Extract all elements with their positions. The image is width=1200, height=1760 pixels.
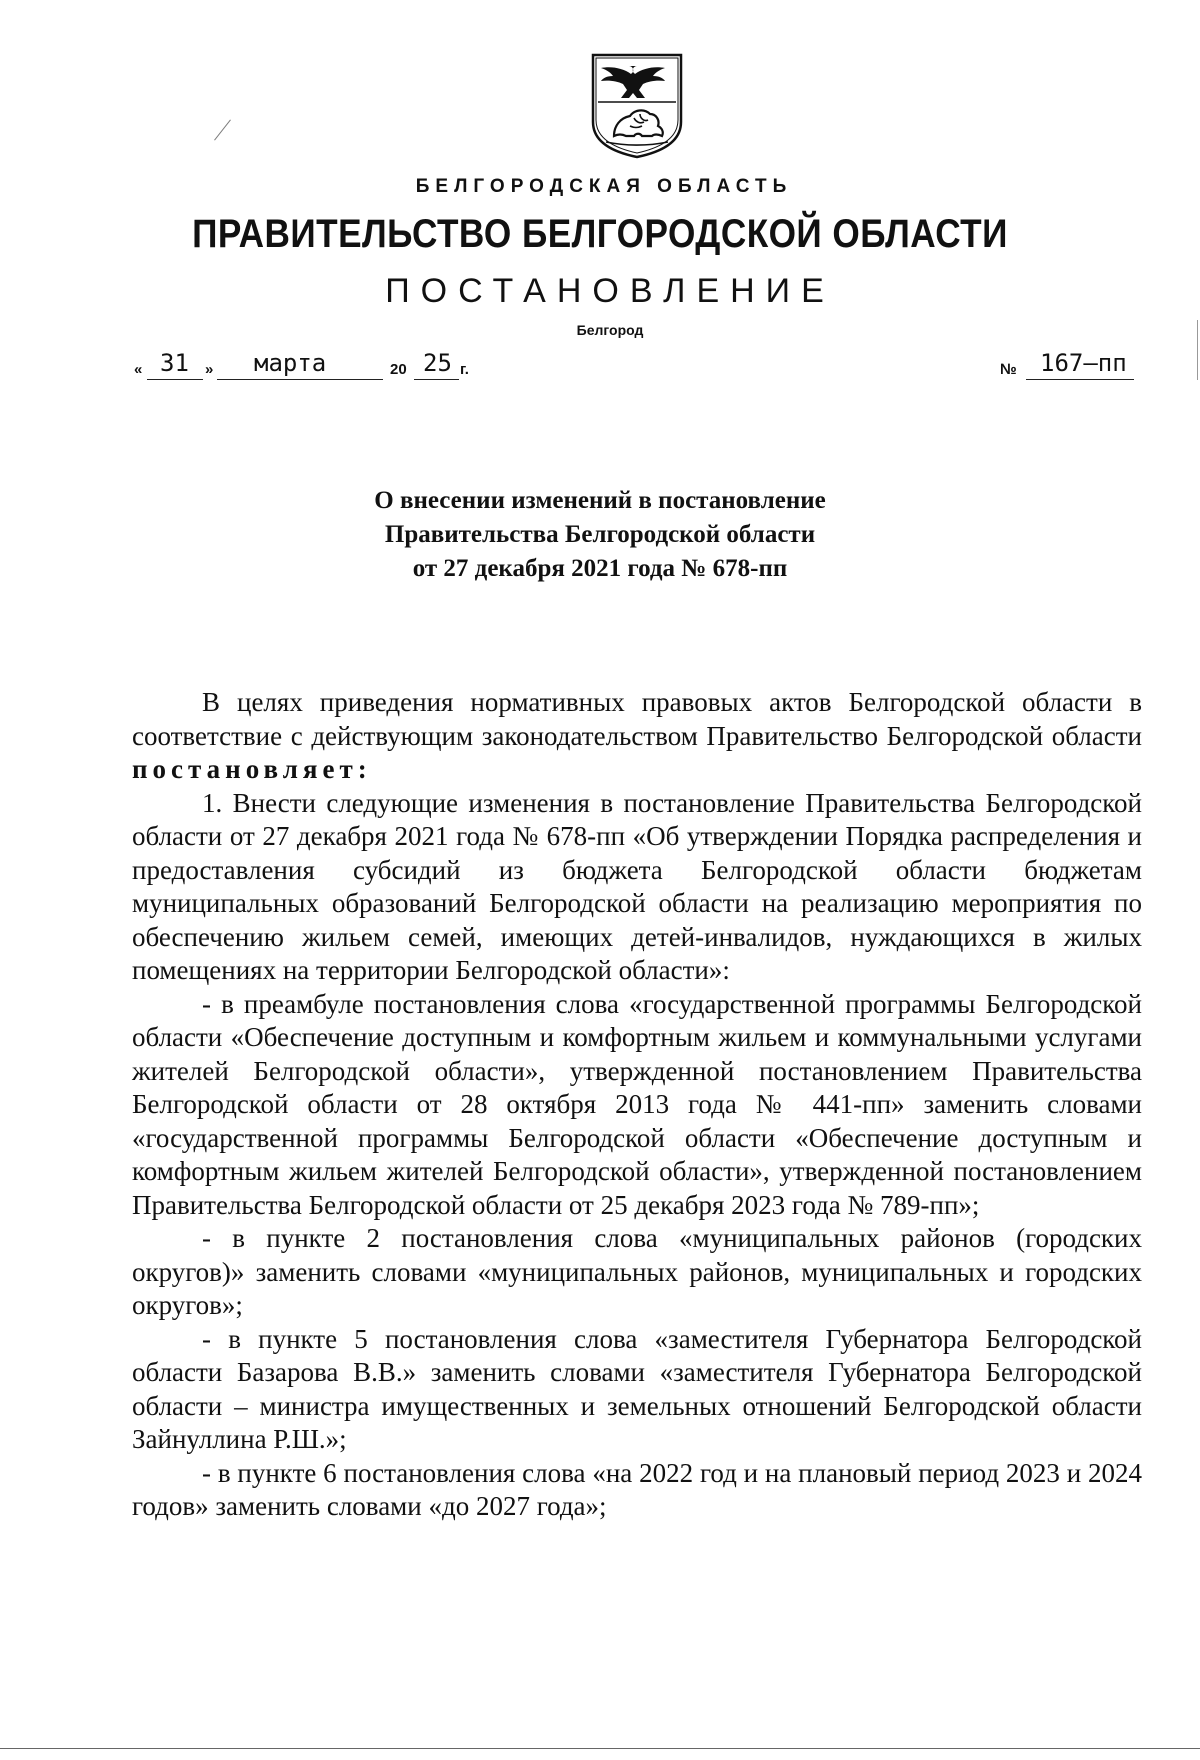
resolves-word: постановляет: [132, 754, 372, 784]
title-line: Правительства Белгородской области [384, 521, 816, 548]
paragraph-1: 1. Внести следующие изменения в постановление Правительства Белгородской области от 27 декабря 2021 года № 678-пп «Об утверждении Порядка распределения и предоставления субсидий из бюджета Белгородской области бюджетам муниципальных образований Белгородской области на реализацию мероприятия по обеспечению жильем семей, имеющих детей-инвалидов, нуждающихся в жилых помещениях на территории Белгородской области»: [132, 787, 1142, 985]
paragraph-item-2-change: - в пункте 2 постановления слова «муниципальных районов (городских округов)» заменить словами «муниципальных районов, муниципальных и городских округов»; [132, 1223, 1142, 1320]
date-century: 20 [390, 361, 407, 378]
date-year-suffix: г. [460, 361, 469, 378]
date-month: марта [254, 349, 327, 377]
government-heading: ПРАВИТЕЛЬСТВО БЕЛГОРОДСКОЙ ОБЛАСТИ [192, 212, 1008, 256]
city-label: Белгород [576, 322, 644, 338]
number-label: № [1000, 361, 1017, 378]
title-line: О внесении изменений в постановление [374, 487, 826, 514]
date-year: 25 [423, 349, 452, 377]
paragraph-item-6-change: - в пункте 6 постановления слова «на 2022 год и на плановый период 2023 и 2024 годов» заменить словами «до 2027 года»; [132, 1457, 1142, 1521]
intro-text: В целях приведения нормативных правовых актов Белгородской области в соответствие с действующим законодательством Правительство Белгородской области [132, 687, 1142, 751]
intro-paragraph [132, 686, 1142, 787]
belgorod-coat-of-arms-icon [590, 52, 684, 160]
document-title [0, 484, 1200, 586]
document-type-heading: ПОСТАНОВЛЕНИЕ [385, 272, 835, 310]
paragraph-preamble-change: - в преамбуле постановления слова «государственной программы Белгородской области «Обеспечение доступным и комфортным жильем и коммунальными услугами жителей Белгородской области», утвержденной постановлением Правительства Белгородской области от 28 октября 2013 года № 441-пп» заменить словами «государственной программы Белгородской области «Обеспечение доступным и комфортным жильем жителей Белгородской области», утвержденной постановлением Правительства Белгородской области от 25 декабря 2023 года № 789-пп»; [132, 988, 1142, 1220]
date-open-quote: « [134, 361, 143, 378]
page-bottom-line [0, 1748, 1200, 1749]
date-day: 31 [160, 349, 189, 377]
document-body [132, 686, 1142, 1524]
document-number: 167–пп [1040, 349, 1127, 377]
pen-mark [214, 119, 231, 140]
region-heading: БЕЛГОРОДСКАЯ ОБЛАСТЬ [415, 176, 793, 197]
date-number-line [0, 346, 1200, 386]
paragraph-item-5-change: - в пункте 5 постановления слова «заместителя Губернатора Белгородской области Базарова В.В.» заменить словами «заместителя Губернатора Белгородской области – министра имущественных и земельных отношений Белгородской области Зайнуллина Р.Ш.»; [132, 1323, 1142, 1454]
date-close-quote: » [205, 361, 214, 378]
title-line: от 27 декабря 2021 года № 678-пп [412, 555, 788, 582]
